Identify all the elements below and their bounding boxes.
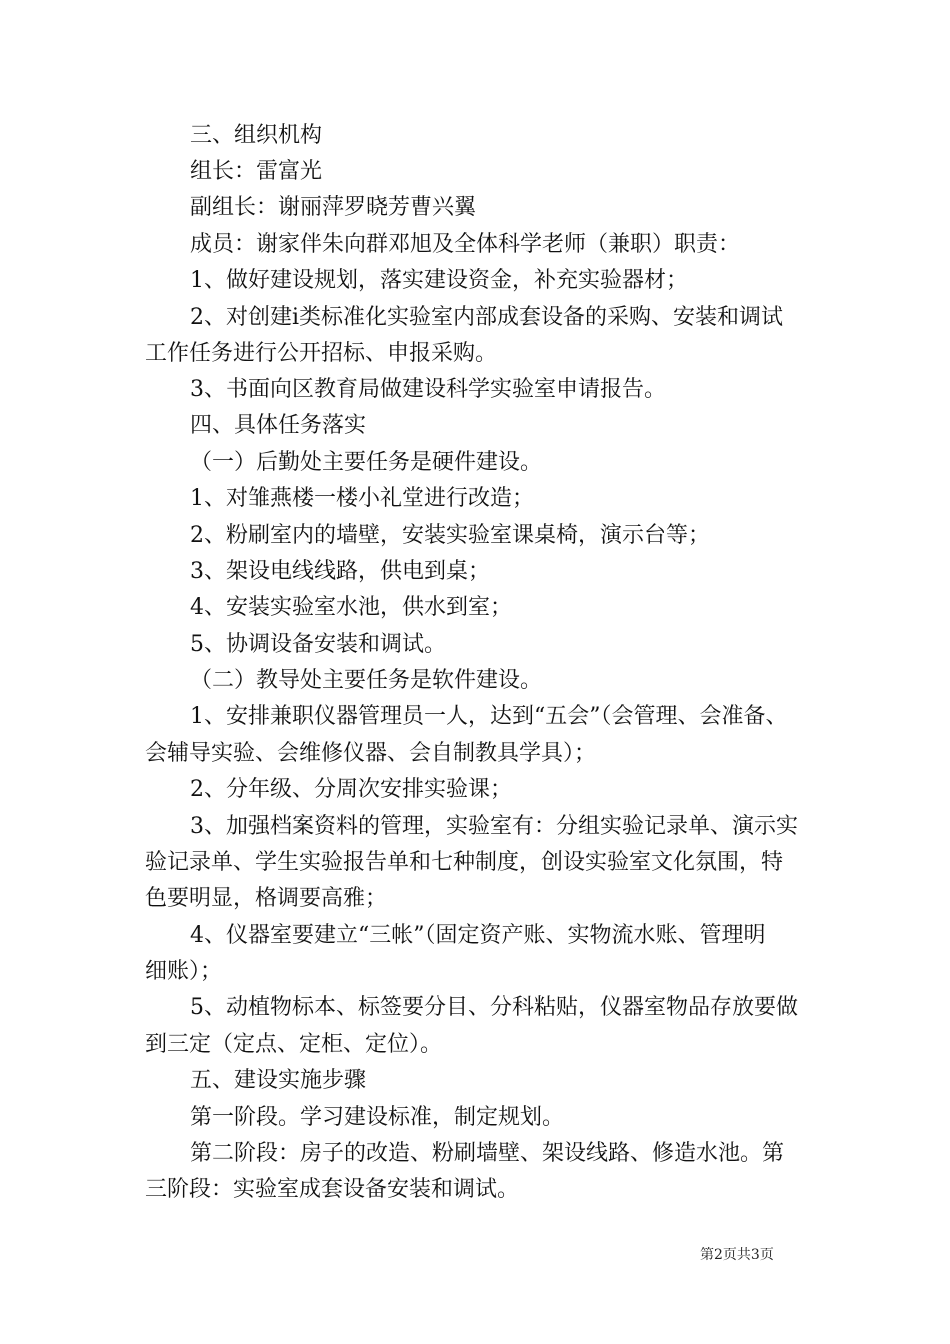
paragraph-line: 三阶段：实验室成套设备安装和调试。: [145, 1177, 520, 1202]
paragraph-line: 成员：谢家伴朱向群邓旭及全体科学老师（兼职）职责：: [190, 232, 741, 257]
paragraph-line: 3、架设电线线路，供电到桌；: [190, 559, 490, 584]
paragraph-line: 2、对创建ⅰ类标准化实验室内部成套设备的采购、安装和调试: [190, 305, 784, 330]
paragraph-line: 工作任务进行公开招标、申报采购。: [145, 341, 498, 366]
section-heading-steps: 五、建设实施步骤: [190, 1068, 367, 1093]
paragraph-line: 4、仪器室要建立“三帐”（固定资产账、实物流水账、管理明: [190, 923, 766, 948]
paragraph-line: 细账）；: [145, 959, 223, 984]
paragraph-line: 组长：雷富光: [190, 159, 323, 184]
paragraph-line: 1、安排兼职仪器管理员一人，达到“五会”（会管理、会准备、: [190, 704, 788, 729]
paragraph-line: 5、动植物标本、标签要分目、分科粘贴，仪器室物品存放要做: [190, 995, 798, 1020]
paragraph-line: 副组长：谢丽萍罗晓芳曹兴翼: [190, 195, 477, 220]
paragraph-line: 第二阶段：房子的改造、粉刷墙壁、架设线路、修造水池。第: [190, 1141, 785, 1166]
section-heading-organization: 三、组织机构: [190, 123, 323, 148]
subsection-heading: （一）后勤处主要任务是硬件建设。: [190, 450, 543, 475]
page-number-footer: 第2页共3页: [700, 1247, 774, 1263]
paragraph-line: 验记录单、学生实验报告单和七种制度，创设实验室文化氛围，特: [145, 850, 784, 875]
paragraph-line: 4、安装实验室水池，供水到室；: [190, 595, 512, 620]
paragraph-line: 3、书面向区教育局做建设科学实验室申请报告。: [190, 377, 666, 402]
subsection-heading: （二）教导处主要任务是软件建设。: [190, 668, 543, 693]
section-heading-tasks: 四、具体任务落实: [190, 413, 367, 438]
paragraph-line: 1、对雏燕楼一楼小礼堂进行改造；: [190, 486, 534, 511]
paragraph-line: 到三定（定点、定柜、定位）。: [145, 1032, 443, 1057]
paragraph-line: 色要明显，格调要高雅；: [145, 886, 388, 911]
paragraph-line: 第一阶段。学习建设标准，制定规划。: [190, 1105, 565, 1130]
paragraph-line: 3、加强档案资料的管理，实验室有：分组实验记录单、演示实: [190, 814, 798, 839]
paragraph-line: 5、协调设备安装和调试。: [190, 632, 446, 657]
paragraph-line: 2、粉刷室内的墙壁，安装实验室课桌椅，演示台等；: [190, 523, 710, 548]
paragraph-line: 2、分年级、分周次安排实验课；: [190, 777, 512, 802]
paragraph-line: 会辅导实验、会维修仪器、会自制教具学具）；: [145, 741, 597, 766]
paragraph-line: 1、做好建设规划，落实建设资金，补充实验器材；: [190, 268, 688, 293]
